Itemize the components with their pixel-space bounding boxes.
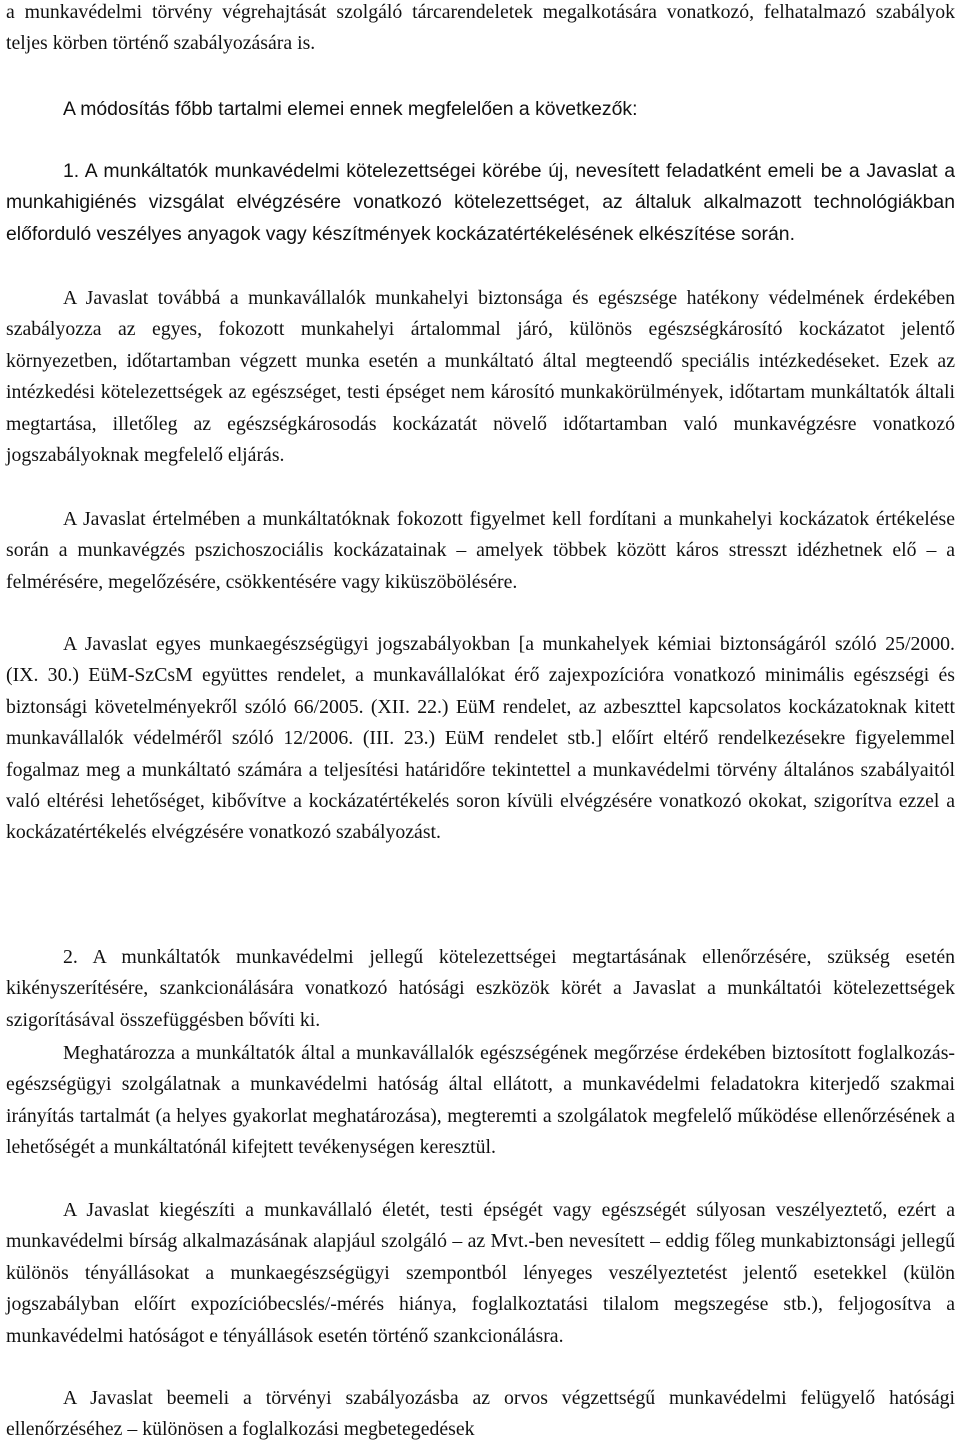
section-2-paragraph-3: A Javaslat kiegészíti a munkavállaló életét, testi épségét vagy egészségét súlyosan veszélyeztető, ezért a munkavédelmi bírság alkalmazásának alapjául szolgáló – az Mvt.-ben nevesített – eddig főleg munkabiztonsági jellegű különös tényállásokat a munkaegészségügyi szempontból lényeges veszélyeztetést jelentő esetekkel (külön jogszabályban előírt expozícióbecslés/-mérés hiánya, foglalkoztatási tilalom megszegése stb.), feljogosítva a munkavédelmi hatóságot e tényállások esetén történő szankcionálásra. [6,1199,955,1347]
section-1-paragraph-2: A Javaslat továbbá a munkavállalók munkahelyi biztonsága és egészsége hatékony védelmének érdekében szabályozza az egyes, fokozott munkahelyi ártalommal járó, különös egészségkárosító kockázatot jelentő környezetben, időtartamban végzett munka esetén a munkáltató által megteendő speciális intézkedéseket. Ezek az intézkedési kötelezettségek az egészséget, testi épséget nem károsító munkakörülmények, időtartam munkáltatók általi megtartása, illetőleg az egészségkárosodás kockázatát növelő időtartamban való munkavégzésre vonatkozó jogszabályoknak megfelelő eljárás. [6,287,955,467]
section-2-paragraph-4: A Javaslat beemeli a törvényi szabályozásba az orvos végzettségű munkavédelmi felügyelő hatósági ellenőrzéséhez – különösen a foglalkozási megbetegedések [6,1387,955,1441]
section-1-paragraph-4: A Javaslat egyes munkaegészségügyi jogszabályokban [a munkahelyek kémiai biztonságáról szóló 25/2000. (IX. 30.) EüM-SzCsM együttes rendelet, a munkavállalókat érő zajexpozícióra vonatkozó minimális egészségi és biztonsági követelményekről szóló 66/2005. (XII. 22.) EüM rendelet, az azbeszttel kapcsolatos kockázatoknak kitett munkavállalók védelméről szóló 12/2006. (III. 23.) EüM rendelet stb.] előírt eltérő rendelkezésekre figyelemmel fogalmaz meg a munkáltató számára a teljesítési határidőre tekintettel a munkavédelmi törvény általános szabályaitól való eltérési lehetőséget, kibővítve a kockázatértékelés soron kívüli elvégzésére vonatkozó okokat, szigorítva ezzel a kockázatértékelés elvégzésére vonatkozó szabályozást. [6,633,955,844]
section-2-paragraph-1: 2. A munkáltatók munkavédelmi jellegű kötelezettségei megtartásának ellenőrzésére, szükség esetén kikényszerítésére, szankcionálására vonatkozó hatósági eszközök körét a Javaslat a munkáltatói kötelezettségek szigorításával összefüggésben bővíti ki. [6,946,955,1031]
section-2-paragraph-2: Meghatározza a munkáltatók által a munkavállalók egészségének megőrzése érdekében biztosított foglalkozás-egészségügyi szolgálatnak a munkavédelmi hatóság által ellátott, a munkavédelmi feladatokra kiterjedő szakmai irányítás tartalmát (a helyes gyakorlat meghatározása), megteremti a szolgálatok megfelelő működése ellenőrzésének a lehetőségét a munkáltatónál kifejtett tevékenységen keresztül. [6,1042,955,1159]
intro-continuation-paragraph: a munkavédelmi törvény végrehajtását szolgáló tárcarendeletek megalkotására vonatkozó, felhatalmazó szabályok teljes körben történő szabályozására is. [6,1,955,55]
section-1-paragraph-1: 1. A munkáltatók munkavédelmi kötelezettségei körébe új, nevesített feladatként emeli be a Javaslat a munkahigiénés vizsgálat elvégzésére vonatkozó kötelezettséget, az általuk alkalmazott technológiákban előforduló veszélyes anyagok vagy készítmények kockázatértékelésének elkészítése során. [6,160,955,245]
section-1-paragraph-3: A Javaslat értelmében a munkáltatóknak fokozott figyelmet kell fordítani a munkahelyi kockázatok értékelése során a munkavégzés pszichoszociális kockázatainak – amelyek többek között káros stresszt idézhetnek elő – a felmérésére, megelőzésére, csökkentésére vagy kiküszöbölésére. [6,508,955,593]
intro-lead-paragraph: A módosítás főbb tartalmi elemei ennek megfelelően a következők: [63,98,638,120]
